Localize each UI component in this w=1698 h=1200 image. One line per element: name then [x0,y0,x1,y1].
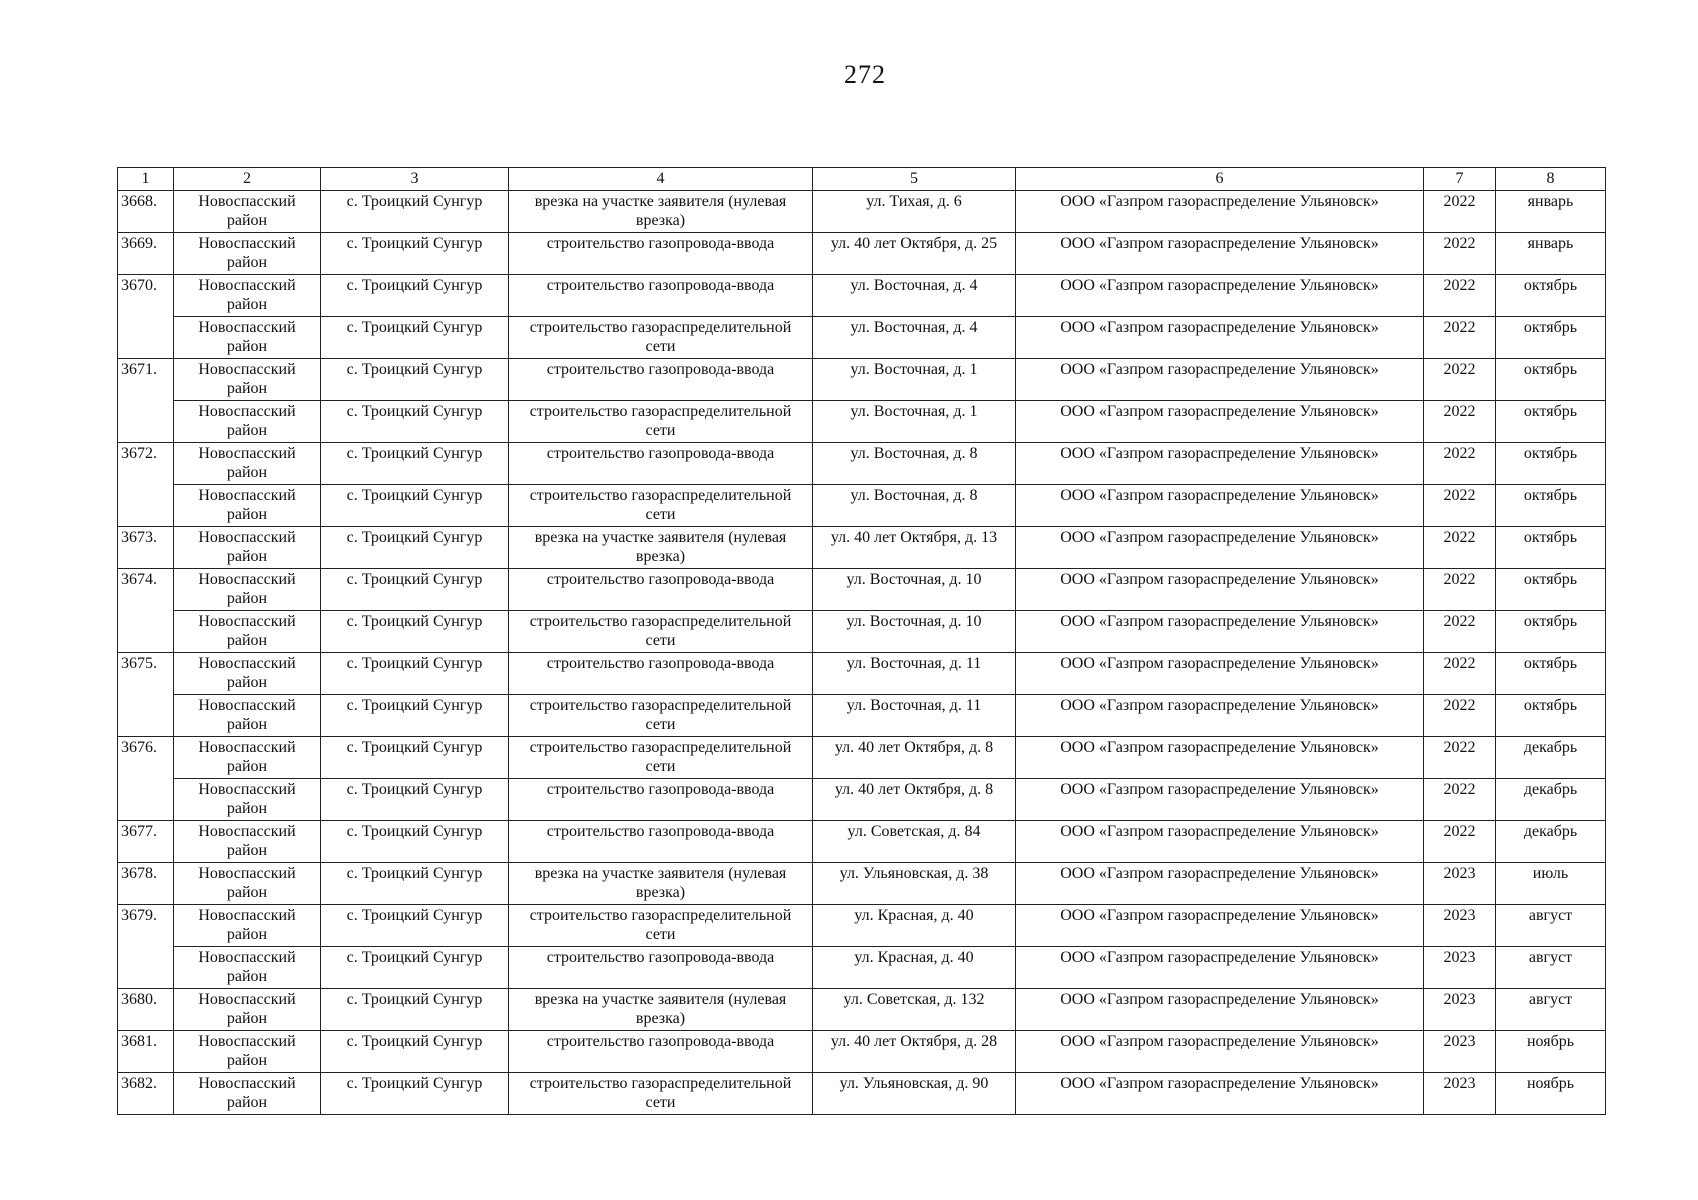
district-cell: Новоспасский район [174,905,321,947]
table-row [118,191,1606,233]
district-cell: Новоспасский район [174,443,321,485]
address-cell: ул. Советская, д. 132 [813,989,1016,1031]
year-cell: 2023 [1424,1073,1496,1115]
table-row [118,989,1606,1031]
work-type-cell: строительство газопровода-ввода [509,233,813,275]
month-cell: декабрь [1496,779,1606,821]
address-cell: ул. Красная, д. 40 [813,947,1016,989]
organization-cell: ООО «Газпром газораспределение Ульяновск» [1016,653,1424,695]
column-header: 3 [321,168,509,191]
district-cell: Новоспасский район [174,485,321,527]
district-cell: Новоспасский район [174,527,321,569]
district-cell: Новоспасский район [174,401,321,443]
address-cell: ул. Восточная, д. 1 [813,401,1016,443]
month-cell: декабрь [1496,821,1606,863]
year-cell: 2023 [1424,989,1496,1031]
settlement-cell: с. Троицкий Сунгур [321,401,509,443]
year-cell: 2022 [1424,821,1496,863]
year-cell: 2022 [1424,737,1496,779]
work-type-cell: строительство газопровода-ввода [509,947,813,989]
work-type-cell: строительство газораспределительной сети [509,737,813,779]
district-cell: Новоспасский район [174,611,321,653]
work-type-cell: строительство газораспределительной сети [509,401,813,443]
organization-cell: ООО «Газпром газораспределение Ульяновск» [1016,947,1424,989]
organization-cell: ООО «Газпром газораспределение Ульяновск» [1016,569,1424,611]
settlement-cell: с. Троицкий Сунгур [321,191,509,233]
row-number-cell: 3680. [118,989,174,1031]
work-type-cell: врезка на участке заявителя (нулевая врезка) [509,527,813,569]
page-number: 272 [844,60,886,89]
address-cell: ул. 40 лет Октября, д. 8 [813,737,1016,779]
organization-cell: ООО «Газпром газораспределение Ульяновск» [1016,821,1424,863]
table-row [118,611,1606,653]
district-cell: Новоспасский район [174,317,321,359]
work-type-cell: строительство газопровода-ввода [509,779,813,821]
work-type-cell: строительство газораспределительной сети [509,611,813,653]
year-cell: 2022 [1424,317,1496,359]
month-cell: октябрь [1496,611,1606,653]
settlement-cell: с. Троицкий Сунгур [321,527,509,569]
settlement-cell: с. Троицкий Сунгур [321,569,509,611]
address-cell: ул. Красная, д. 40 [813,905,1016,947]
settlement-cell: с. Троицкий Сунгур [321,611,509,653]
work-type-cell: врезка на участке заявителя (нулевая врезка) [509,191,813,233]
row-number-cell: 3681. [118,1031,174,1073]
organization-cell: ООО «Газпром газораспределение Ульяновск» [1016,779,1424,821]
settlement-cell: с. Троицкий Сунгур [321,989,509,1031]
organization-cell: ООО «Газпром газораспределение Ульяновск» [1016,863,1424,905]
column-header: 6 [1016,168,1424,191]
organization-cell: ООО «Газпром газораспределение Ульяновск» [1016,611,1424,653]
table-row [118,275,1606,317]
district-cell: Новоспасский район [174,233,321,275]
settlement-cell: с. Троицкий Сунгур [321,947,509,989]
year-cell: 2022 [1424,779,1496,821]
year-cell: 2023 [1424,947,1496,989]
row-number-cell: 3669. [118,233,174,275]
organization-cell: ООО «Газпром газораспределение Ульяновск» [1016,1031,1424,1073]
settlement-cell: с. Троицкий Сунгур [321,1031,509,1073]
table-row [118,653,1606,695]
column-header: 4 [509,168,813,191]
year-cell: 2022 [1424,527,1496,569]
district-cell: Новоспасский район [174,653,321,695]
address-cell: ул. Советская, д. 84 [813,821,1016,863]
address-cell: ул. Восточная, д. 11 [813,695,1016,737]
organization-cell: ООО «Газпром газораспределение Ульяновск» [1016,989,1424,1031]
district-cell: Новоспасский район [174,275,321,317]
table-row [118,1031,1606,1073]
district-cell: Новоспасский район [174,947,321,989]
settlement-cell: с. Троицкий Сунгур [321,233,509,275]
table-row [118,863,1606,905]
month-cell: ноябрь [1496,1031,1606,1073]
column-header: 7 [1424,168,1496,191]
year-cell: 2022 [1424,401,1496,443]
district-cell: Новоспасский район [174,737,321,779]
address-cell: ул. Восточная, д. 8 [813,485,1016,527]
month-cell: январь [1496,233,1606,275]
month-cell: июль [1496,863,1606,905]
work-type-cell: строительство газопровода-ввода [509,275,813,317]
address-cell: ул. Ульяновская, д. 90 [813,1073,1016,1115]
address-cell: ул. 40 лет Октября, д. 28 [813,1031,1016,1073]
address-cell: ул. Восточная, д. 4 [813,317,1016,359]
organization-cell: ООО «Газпром газораспределение Ульяновск» [1016,359,1424,401]
district-cell: Новоспасский район [174,359,321,401]
year-cell: 2023 [1424,905,1496,947]
district-cell: Новоспасский район [174,695,321,737]
organization-cell: ООО «Газпром газораспределение Ульяновск» [1016,317,1424,359]
address-cell: ул. Восточная, д. 10 [813,569,1016,611]
address-cell: ул. Восточная, д. 11 [813,653,1016,695]
work-type-cell: строительство газопровода-ввода [509,443,813,485]
table-row [118,401,1606,443]
table-row [118,1073,1606,1115]
organization-cell: ООО «Газпром газораспределение Ульяновск» [1016,695,1424,737]
table-row [118,233,1606,275]
work-type-cell: строительство газораспределительной сети [509,695,813,737]
row-number-cell: 3673. [118,527,174,569]
row-number-cell: 3679. [118,905,174,989]
district-cell: Новоспасский район [174,1073,321,1115]
settlement-cell: с. Троицкий Сунгур [321,1073,509,1115]
district-cell: Новоспасский район [174,863,321,905]
district-cell: Новоспасский район [174,989,321,1031]
table-row [118,485,1606,527]
row-number-cell: 3678. [118,863,174,905]
month-cell: октябрь [1496,359,1606,401]
organization-cell: ООО «Газпром газораспределение Ульяновск» [1016,737,1424,779]
work-type-cell: строительство газопровода-ввода [509,821,813,863]
organization-cell: ООО «Газпром газораспределение Ульяновск» [1016,905,1424,947]
organization-cell: ООО «Газпром газораспределение Ульяновск» [1016,443,1424,485]
address-cell: ул. 40 лет Октября, д. 25 [813,233,1016,275]
year-cell: 2022 [1424,485,1496,527]
district-cell: Новоспасский район [174,1031,321,1073]
year-cell: 2022 [1424,233,1496,275]
organization-cell: ООО «Газпром газораспределение Ульяновск» [1016,275,1424,317]
table-row [118,737,1606,779]
settlement-cell: с. Троицкий Сунгур [321,317,509,359]
work-type-cell: строительство газопровода-ввода [509,569,813,611]
month-cell: октябрь [1496,317,1606,359]
year-cell: 2023 [1424,1031,1496,1073]
table-row [118,443,1606,485]
address-cell: ул. Тихая, д. 6 [813,191,1016,233]
settlement-cell: с. Троицкий Сунгур [321,905,509,947]
month-cell: октябрь [1496,485,1606,527]
row-number-cell: 3672. [118,443,174,527]
settlement-cell: с. Троицкий Сунгур [321,485,509,527]
row-number-cell: 3668. [118,191,174,233]
district-cell: Новоспасский район [174,821,321,863]
work-type-cell: строительство газораспределительной сети [509,485,813,527]
address-cell: ул. Восточная, д. 8 [813,443,1016,485]
address-cell: ул. Восточная, д. 10 [813,611,1016,653]
month-cell: октябрь [1496,401,1606,443]
settlement-cell: с. Троицкий Сунгур [321,821,509,863]
district-cell: Новоспасский район [174,779,321,821]
work-type-cell: строительство газопровода-ввода [509,359,813,401]
address-cell: ул. Восточная, д. 1 [813,359,1016,401]
table-body [118,191,1606,1115]
organization-cell: ООО «Газпром газораспределение Ульяновск» [1016,191,1424,233]
column-number-header-row [118,168,1606,191]
work-type-cell: строительство газопровода-ввода [509,653,813,695]
row-number-cell: 3671. [118,359,174,443]
year-cell: 2022 [1424,653,1496,695]
organization-cell: ООО «Газпром газораспределение Ульяновск» [1016,485,1424,527]
column-header: 1 [118,168,174,191]
year-cell: 2022 [1424,275,1496,317]
district-cell: Новоспасский район [174,569,321,611]
column-header: 2 [174,168,321,191]
year-cell: 2022 [1424,695,1496,737]
settlement-cell: с. Троицкий Сунгур [321,443,509,485]
month-cell: январь [1496,191,1606,233]
work-type-cell: врезка на участке заявителя (нулевая врезка) [509,989,813,1031]
row-number-cell: 3674. [118,569,174,653]
settlement-cell: с. Троицкий Сунгур [321,359,509,401]
table-row [118,317,1606,359]
month-cell: октябрь [1496,695,1606,737]
organization-cell: ООО «Газпром газораспределение Ульяновск» [1016,401,1424,443]
row-number-cell: 3675. [118,653,174,737]
month-cell: октябрь [1496,653,1606,695]
table-row [118,359,1606,401]
district-cell: Новоспасский район [174,191,321,233]
settlement-cell: с. Троицкий Сунгур [321,653,509,695]
settlement-cell: с. Троицкий Сунгур [321,863,509,905]
year-cell: 2022 [1424,191,1496,233]
address-cell: ул. Ульяновская, д. 38 [813,863,1016,905]
table-row [118,695,1606,737]
settlement-cell: с. Троицкий Сунгур [321,779,509,821]
table-row [118,821,1606,863]
table-row [118,527,1606,569]
settlement-cell: с. Троицкий Сунгур [321,275,509,317]
row-number-cell: 3677. [118,821,174,863]
year-cell: 2022 [1424,611,1496,653]
work-type-cell: строительство газораспределительной сети [509,317,813,359]
column-header: 5 [813,168,1016,191]
table-row [118,779,1606,821]
month-cell: октябрь [1496,527,1606,569]
table-row [118,905,1606,947]
month-cell: август [1496,989,1606,1031]
settlement-cell: с. Троицкий Сунгур [321,737,509,779]
work-type-cell: строительство газопровода-ввода [509,1031,813,1073]
address-cell: ул. 40 лет Октября, д. 13 [813,527,1016,569]
work-type-cell: строительство газораспределительной сети [509,1073,813,1115]
organization-cell: ООО «Газпром газораспределение Ульяновск» [1016,233,1424,275]
row-number-cell: 3676. [118,737,174,821]
month-cell: октябрь [1496,275,1606,317]
work-type-cell: строительство газораспределительной сети [509,905,813,947]
table-row [118,569,1606,611]
year-cell: 2022 [1424,443,1496,485]
address-cell: ул. Восточная, д. 4 [813,275,1016,317]
organization-cell: ООО «Газпром газораспределение Ульяновск» [1016,527,1424,569]
column-header: 8 [1496,168,1606,191]
row-number-cell: 3682. [118,1073,174,1115]
month-cell: август [1496,947,1606,989]
year-cell: 2022 [1424,359,1496,401]
month-cell: декабрь [1496,737,1606,779]
month-cell: август [1496,905,1606,947]
month-cell: октябрь [1496,569,1606,611]
gasification-schedule-table [117,167,1606,1115]
month-cell: ноябрь [1496,1073,1606,1115]
row-number-cell: 3670. [118,275,174,359]
year-cell: 2022 [1424,569,1496,611]
table-row [118,947,1606,989]
month-cell: октябрь [1496,443,1606,485]
work-type-cell: врезка на участке заявителя (нулевая врезка) [509,863,813,905]
settlement-cell: с. Троицкий Сунгур [321,695,509,737]
year-cell: 2023 [1424,863,1496,905]
organization-cell: ООО «Газпром газораспределение Ульяновск» [1016,1073,1424,1115]
address-cell: ул. 40 лет Октября, д. 8 [813,779,1016,821]
